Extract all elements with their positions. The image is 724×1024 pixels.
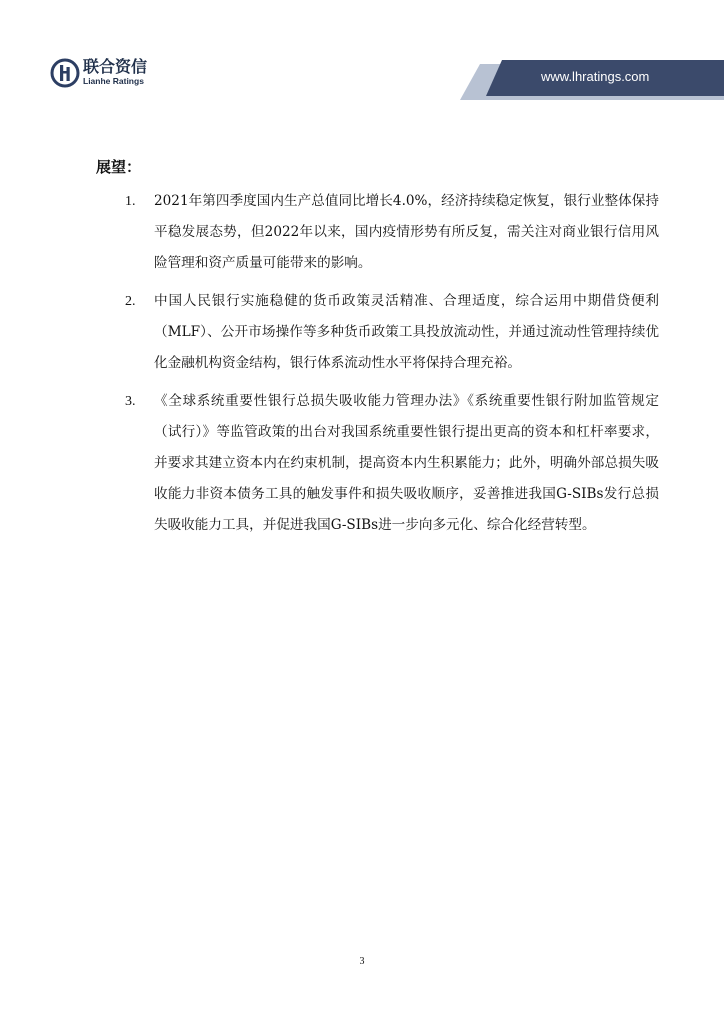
logo-english-name: Lianhe Ratings [83,76,144,86]
outlook-list [0,186,724,548]
list-item-number: 1. [125,194,136,209]
list-item-number: 3. [125,394,136,409]
lianhe-logo-mark-icon [50,58,80,88]
list-item [0,286,724,379]
outlook-heading: 展望： [96,158,142,176]
list-item-text: 中国人民银行实施稳健的货币政策灵活精准、合理适度，综合运用中期借贷便利（MLF）、公开市场操作等多种货币政策工具投放流动性，并通过流动性管理持续优化金融机构资金结构，银行体系流动性水平将保持合理充裕。 [154,293,659,371]
lianhe-logo [50,58,170,92]
list-item-text: 《全球系统重要性银行总损失吸收能力管理办法》《系统重要性银行附加监管规定（试行）》等监管政策的出台对我国系统重要性银行提出更高的资本和杠杆率要求，并要求其建立资本内在约束机制，提高资本内生积累能力；此外，明确外部总损失吸收能力非资本债务工具的触发事件和损失吸收顺序，妥善推进我国G-SIBs发行总损失吸收能力工具，并促进我国G-SIBs进一步向多元化、综合化经营转型。 [154,393,659,533]
logo-chinese-name: 联合资信 [83,57,148,76]
list-item-number: 2. [125,294,136,309]
list-item [0,186,724,279]
list-item [0,386,724,541]
website-url-link[interactable]: www.lhratings.com [541,69,650,84]
page-header [0,0,724,100]
list-item-text: 2021年第四季度国内生产总值同比增长4.0%，经济持续稳定恢复，银行业整体保持平稳发展态势，但2022年以来，国内疫情形势有所反复，需关注对商业银行信用风险管理和资产质量可能带来的影响。 [154,193,659,271]
page-number: 3 [359,956,365,967]
